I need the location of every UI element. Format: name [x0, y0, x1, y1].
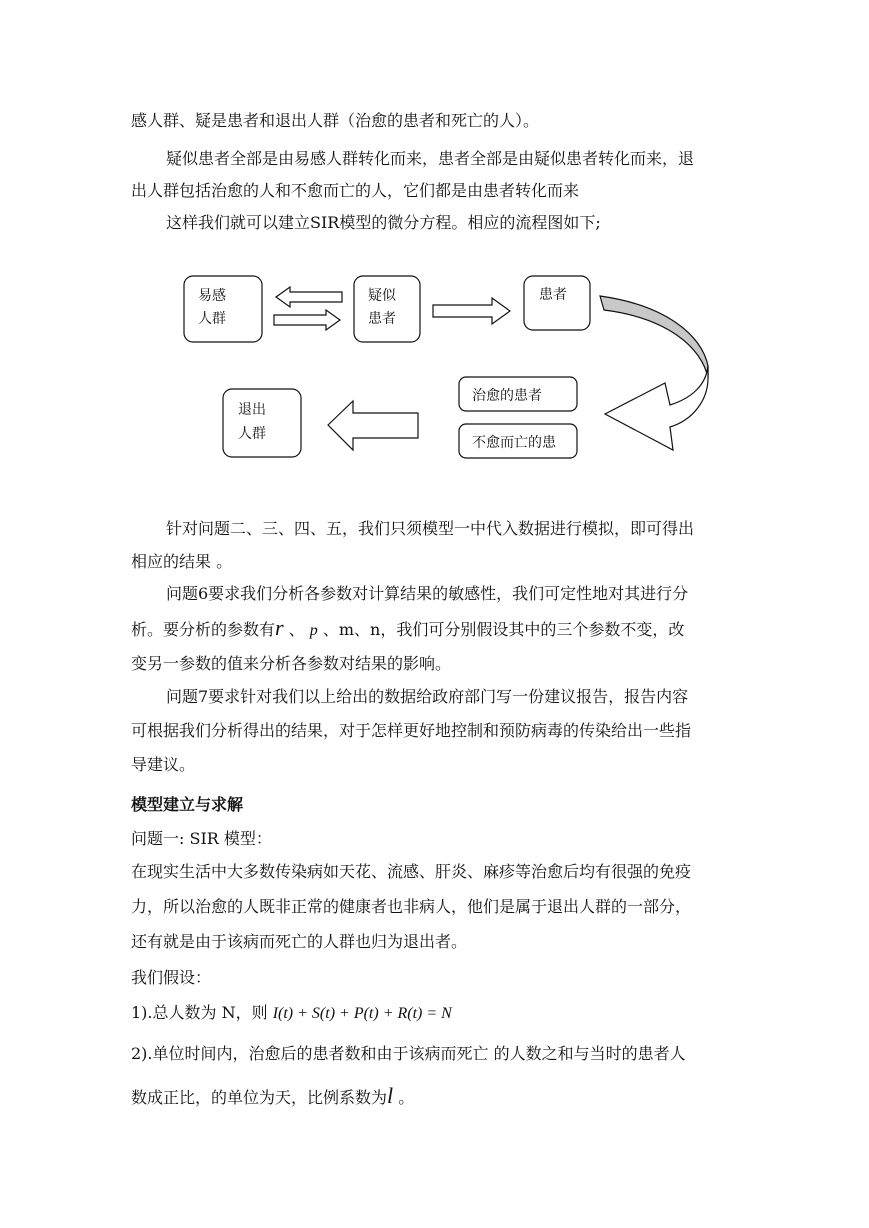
- removed-label-2: 人群: [238, 426, 266, 442]
- assumption-1: [131, 1003, 452, 1024]
- curved-arrow-head: [605, 366, 708, 450]
- paragraph-line: [131, 615, 685, 641]
- paragraph-line: 可根据我们分析得出的结果，对于怎样更好地控制和预防病毒的传染给出一些指: [131, 721, 692, 740]
- susceptible-box: [184, 276, 262, 342]
- paragraph-line: 我们假设：: [131, 968, 212, 987]
- died-label: 不愈而亡的患: [472, 435, 556, 451]
- paragraph-line: 感人群、疑是患者和退出人群（治愈的患者和死亡的人）。: [131, 111, 540, 130]
- paragraph-line: 问题一: SIR 模型：: [131, 829, 272, 848]
- paragraph-line: 力，所以治愈的人既非正常的健康者也非病人，他们是属于退出人群的一部分，: [131, 897, 692, 916]
- text-run: 1).总人数为 N，则: [131, 1003, 273, 1022]
- suspected-box: [354, 276, 420, 342]
- text-run: 、: [283, 620, 310, 639]
- text-run: 析。要分析的参数有: [131, 620, 276, 639]
- text-run: 、m、n，我们可分别假设其中的三个参数不变，改: [317, 620, 685, 639]
- removed-box: [223, 389, 301, 457]
- curved-arrow-band: [600, 296, 708, 378]
- paragraph-line: 疑似患者全部是由易感人群转化而来，患者全部是由疑似患者转化而来，退: [166, 149, 695, 168]
- paragraph-line: 问题6要求我们分析各参数对计算结果的敏感性，我们可定性地对其进行分: [166, 584, 689, 603]
- text-run: 。: [393, 1088, 415, 1107]
- patient-box: [524, 276, 590, 330]
- text-run: 数成正比，的单位为天，比例系数为: [131, 1088, 388, 1107]
- coefficient-l: l: [387, 1083, 394, 1108]
- left-arrow: [276, 287, 342, 307]
- suspected-label-1: 疑似: [368, 288, 396, 304]
- assumption-2-line: [131, 1083, 415, 1108]
- right-arrow: [433, 298, 510, 324]
- paragraph-line: 2).单位时间内，治愈后的患者数和由于该病而死亡 的人数之和与当时的患者人: [131, 1044, 686, 1063]
- paragraph-line: 这样我们就可以建立SIR模型的微分方程。相应的流程图如下;: [166, 213, 601, 232]
- parameter-p: p: [309, 622, 318, 639]
- parameter-r: r: [275, 615, 284, 640]
- susceptible-label-1: 易感: [198, 288, 226, 304]
- suspected-label-2: 患者: [368, 311, 396, 327]
- paragraph-line: 还有就是由于该病而死亡的人群也归为退出者。: [131, 932, 468, 951]
- population-formula: I(t) + S(t) + P(t) + R(t) = N: [272, 1005, 452, 1022]
- patient-label: 患者: [539, 287, 567, 303]
- susceptible-label-2: 人群: [198, 311, 226, 327]
- big-left-arrow: [328, 401, 418, 450]
- paragraph-line: 出人群包括治愈的人和不愈而亡的人，它们都是由患者转化而来: [131, 181, 580, 200]
- section-heading: 模型建立与求解: [131, 795, 244, 814]
- cured-label: 治愈的患者: [472, 388, 542, 404]
- sir-flow-diagram: [0, 260, 869, 470]
- removed-label-1: 退出: [238, 402, 266, 418]
- right-arrow: [274, 310, 340, 330]
- paragraph-line: 在现实生活中大多数传染病如天花、流感、肝炎、麻疹等治愈后均有很强的免疫: [131, 862, 692, 881]
- paragraph-line: 变另一参数的值来分析各参数对结果的影响。: [131, 654, 452, 673]
- paragraph-line: 导建议。: [131, 755, 196, 774]
- paragraph-line: 针对问题二、三、四、五，我们只须模型一中代入数据进行模拟，即可得出: [166, 519, 695, 538]
- paragraph-line: 问题7要求针对我们以上给出的数据给政府部门写一份建议报告，报告内容: [166, 687, 689, 706]
- paragraph-line: 相应的结果 。: [131, 552, 233, 571]
